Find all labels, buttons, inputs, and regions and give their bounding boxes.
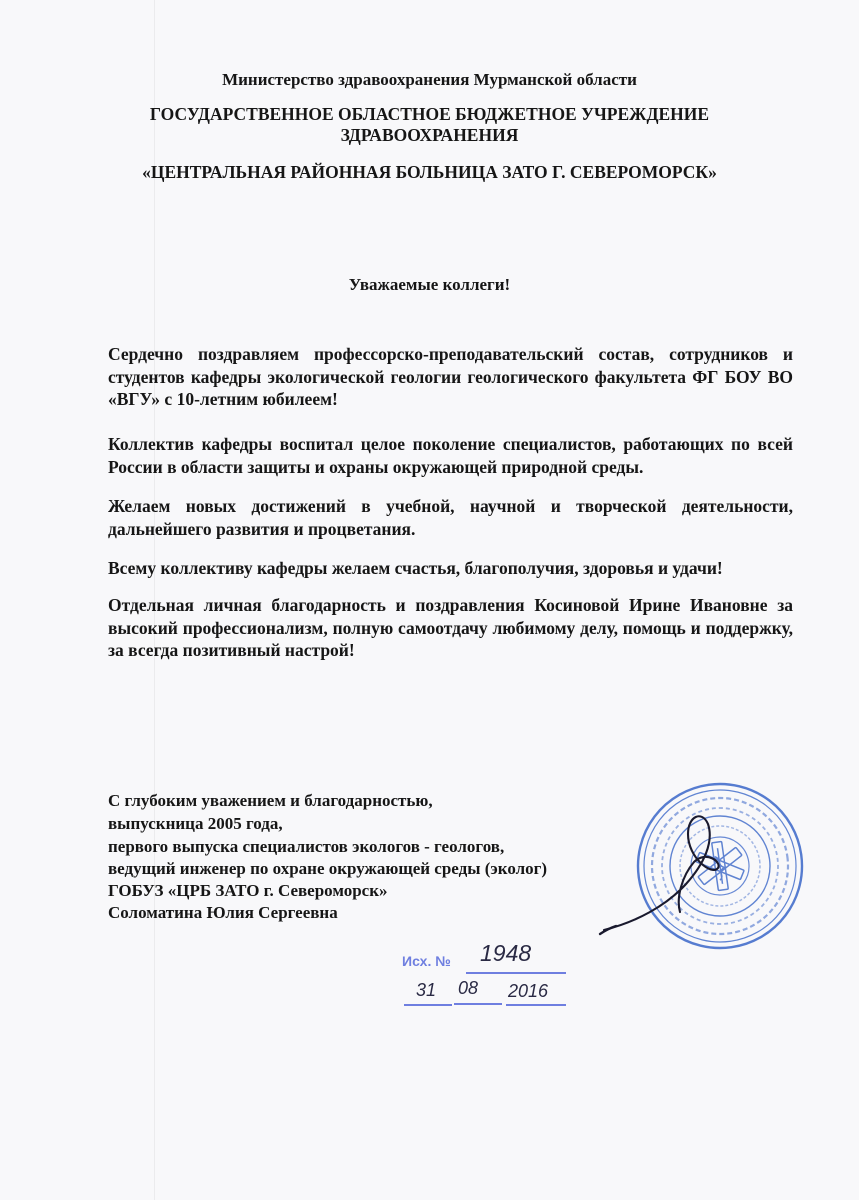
official-seal [596, 772, 816, 972]
letter-paragraph: Отдельная личная благодарность и поздравления Косиновой Ирине Ивановне за высокий профессионализм, полную самоотдачу любимому делу, помощь и поддержку, за всегда позитивный настрой! [108, 595, 793, 660]
registration-date-month: 08 [458, 978, 479, 998]
signature-line: первого выпуска специалистов экологов - геологов, [108, 837, 505, 856]
signatory-name: Соломатина Юлия Сергеевна [108, 903, 338, 922]
registration-stamp-label: Исх. № [402, 953, 451, 969]
institution-name-line1: ГОСУДАРСТВЕННОЕ ОБЛАСТНОЕ БЮДЖЕТНОЕ УЧРЕЖДЕНИЕ [149, 104, 710, 124]
institution-name-line2: ЗДРАВООХРАНЕНИЯ [340, 125, 519, 145]
greeting: Уважаемые коллеги! [348, 275, 511, 294]
registration-number-underline [466, 972, 566, 974]
registration-date-underline [454, 1003, 502, 1005]
letter-paragraph: Желаем новых достижений в учебной, научной и творческой деятельности, дальнейшего развития и процветания. [108, 496, 793, 539]
ministry-name: Министерство здравоохранения Мурманской области [222, 70, 637, 89]
institution-name-line3: «ЦЕНТРАЛЬНАЯ РАЙОННАЯ БОЛЬНИЦА ЗАТО Г. СЕВЕРОМОРСК» [142, 162, 717, 182]
registration-date-year: 2016 [508, 981, 549, 1001]
signature-position: ведущий инженер по охране окружающей среды (эколог) [108, 859, 548, 878]
registration-number: 1948 [480, 940, 532, 966]
registration-date-day: 31 [416, 980, 437, 1000]
signature-organization: ГОБУЗ «ЦРБ ЗАТО г. Североморск» [108, 881, 388, 900]
signature-closing: С глубоким уважением и благодарностью, [108, 791, 433, 810]
letter-paragraph: Коллектив кафедры воспитал целое поколение специалистов, работающих по всей России в области защиты и охраны окружающей природной среды. [108, 434, 793, 477]
registration-date-underline [506, 1004, 566, 1006]
letter-paragraph: Сердечно поздравляем профессорско-преподавательский состав, сотрудников и студентов кафедры экологической геологии геологического факультета ФГ БОУ ВО «ВГУ» с 10-летним юбилеем! [108, 344, 793, 409]
letter-paragraph: Всему коллективу кафедры желаем счастья, благополучия, здоровья и удачи! [108, 558, 723, 578]
seal-graphic [596, 772, 816, 972]
signature-line: выпускница 2005 года, [108, 814, 283, 833]
registration-date-underline [404, 1004, 452, 1006]
